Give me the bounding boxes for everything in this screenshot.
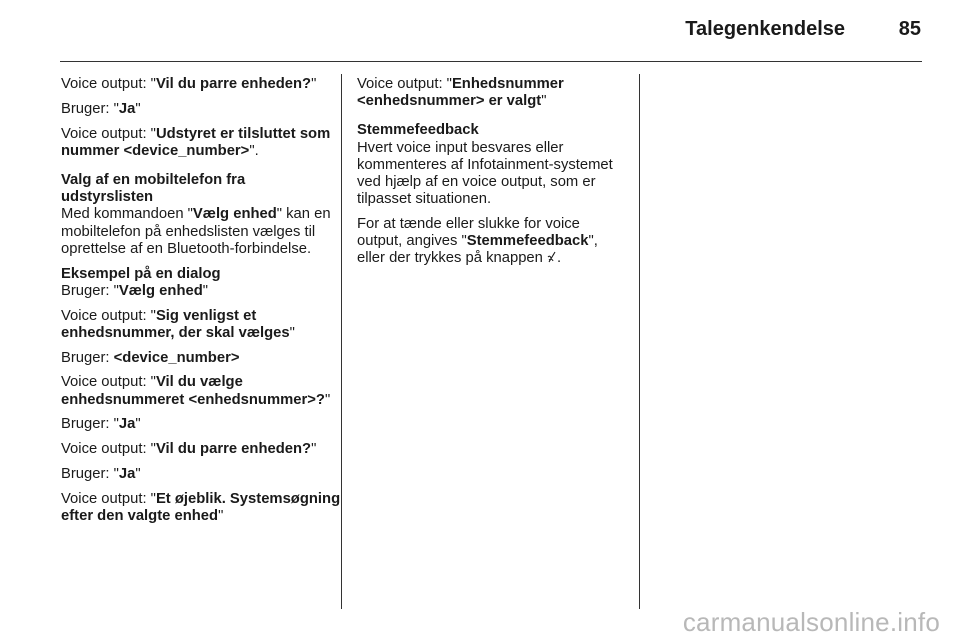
column-divider-right <box>639 74 640 609</box>
dialog-line: Voice output: "Sig venligst et enhedsnummer, der skal vælges" <box>61 307 295 341</box>
page-title: Talegenkendelse <box>685 18 845 40</box>
page-number: 85 <box>898 18 921 40</box>
dialog-line: Voice output: "Udstyret er tilsluttet som nummer <device_number>". <box>61 125 331 159</box>
voice-command-icon <box>547 251 557 263</box>
dialog-line: Bruger: "Ja" <box>61 416 141 433</box>
dialog-line: Voice output: "Et øjeblik. Systemsøgning efter den valgte enhed" <box>61 490 341 524</box>
section-body: Hvert voice input besvares eller kommenteres af Infotainment-systemet ved hjælp af en voice output, som er tilpasset situationen. <box>357 139 613 208</box>
section-body: For at tænde eller slukke for voice output, angives "Stemmefeedback", eller der trykkes på knappen . <box>357 216 598 267</box>
dialog-line: Voice output: "Vil du vælge enhedsnummeret <enhedsnummer>?" <box>61 374 331 408</box>
middle-column <box>357 76 627 275</box>
section-heading: Eksempel på en dialog <box>61 265 221 282</box>
section-heading: Valg af en mobiltelefon fra udstyrslisten <box>61 172 246 206</box>
column-divider-left <box>341 74 342 609</box>
watermark: carmanualsonline.info <box>682 607 940 637</box>
dialog-line: Bruger: "Vælg enhed" <box>61 282 209 299</box>
page-header <box>0 0 960 62</box>
dialog-line: Voice output: "Vil du parre enheden?" <box>61 441 317 458</box>
dialog-line: Bruger: "Ja" <box>61 100 141 117</box>
dialog-line: Voice output: "Vil du parre enheden?" <box>61 76 317 92</box>
header-divider <box>60 61 922 62</box>
dialog-line: Bruger: <device_number> <box>61 349 240 366</box>
dialog-line: Voice output: "Enhedsnummer <enhedsnummer> er valgt" <box>357 76 564 110</box>
left-column <box>61 76 341 533</box>
section-body: Med kommandoen "Vælg enhed" kan en mobiltelefon på enhedslisten vælges til oprettelse af en Bluetooth-forbindelse. <box>61 206 331 257</box>
section-heading: Stemmefeedback <box>357 122 479 139</box>
dialog-line: Bruger: "Ja" <box>61 466 141 482</box>
